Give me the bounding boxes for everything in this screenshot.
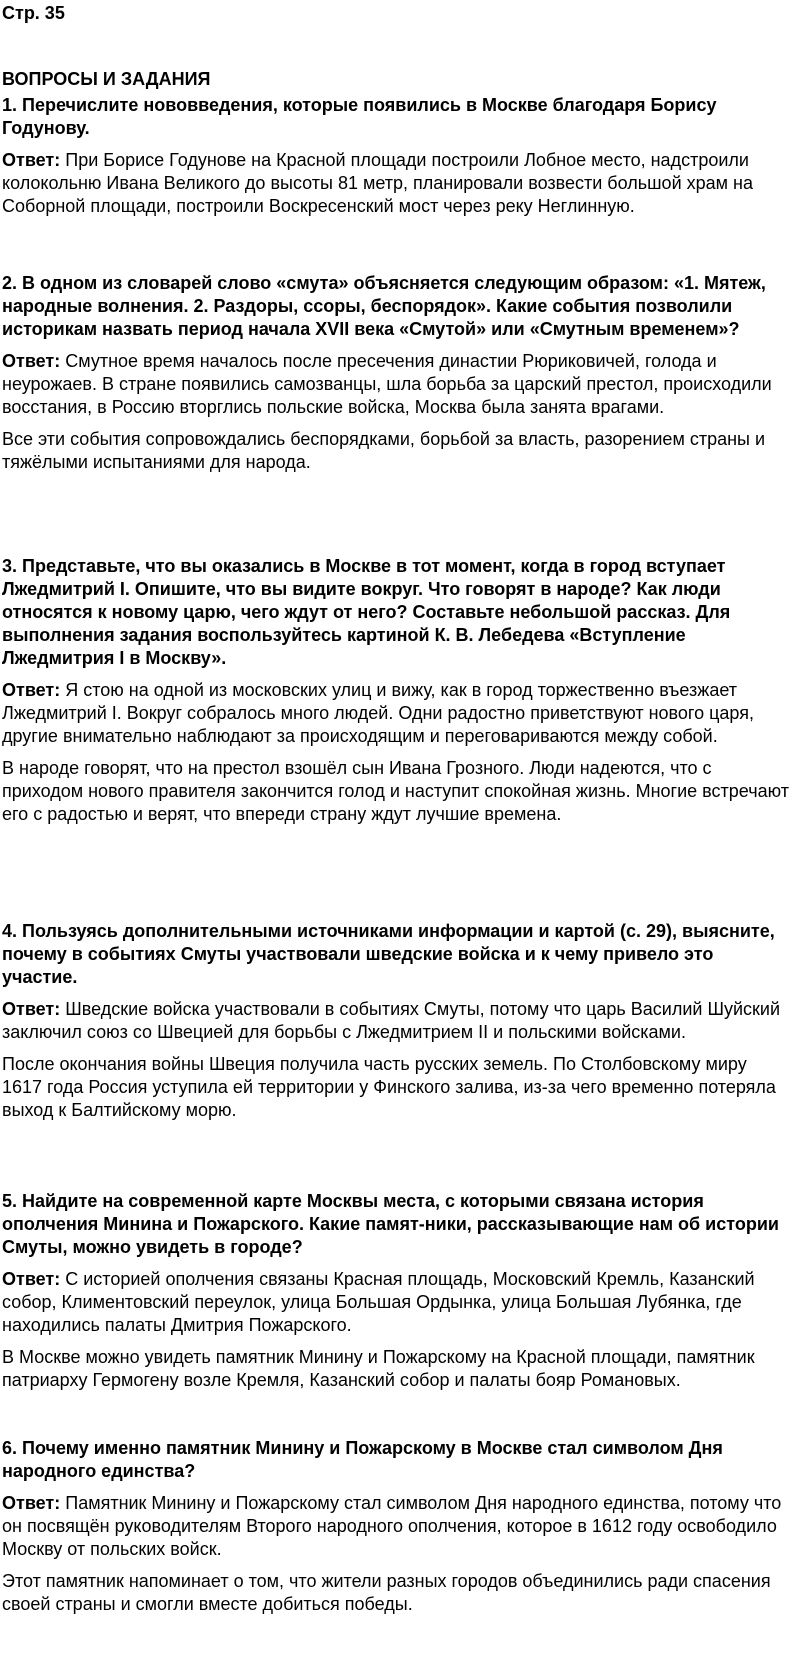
answer-block [2, 1268, 790, 1392]
answer-text: С историей ополчения связаны Красная площадь, Московский Кремль, Казанский собор, Климентовский переулок, улица Большая Ордынка, улица Большая Лубянка, где находились палаты Дмитрия Пожарского. [2, 1269, 755, 1335]
question-text: 3. Представьте, что вы оказались в Москве в тот момент, когда в город вступает Лжедмитрий I. Опишите, что вы видите вокруг. Что говорят в народе? Как люди относятся к новому царю, чего ждут от него? Составьте небольшой рассказ. Для выполнения задания воспользуйтесь картиной К. В. Лебедева «Вступление Лжедмитрия I в Москву». [2, 556, 731, 668]
answer-text: Смутное время началось после пресечения династии Рюриковичей, голода и неурожаев. В стране появились самозванцы, шла борьба за царский престол, происходили восстания, в Россию вторглись польские войска, Москва была занята врагами. [2, 351, 772, 417]
answer-text: Шведские войска участвовали в событиях Смуты, потому что царь Василий Шуйский заключил союз со Швецией для борьбы с Лжедмитрием II и польскими войсками. [2, 999, 780, 1042]
answer-paragraph: В народе говорят, что на престол взошёл сын Ивана Грозного. Люди надеются, что с приходом нового правителя закончится голод и наступит спокойная жизнь. Многие встречают его с радостью и верят, что впереди страну ждут лучшие времена. [2, 758, 789, 824]
question-text: 5. Найдите на современной карте Москвы места, с которыми связана история ополчения Минина и Пожарского. Какие памят-ники, рассказывающие нам об истории Смуты, можно увидеть в городе? [2, 1191, 779, 1257]
answer-label: Ответ: [2, 150, 61, 170]
answer-block [2, 1492, 790, 1616]
answer-label: Ответ: [2, 351, 61, 371]
question-block-5 [2, 1190, 790, 1401]
question-text: 6. Почему именно памятник Минину и Пожарскому в Москве стал символом Дня народного единства? [2, 1438, 723, 1481]
answer-block [2, 998, 790, 1122]
page-number: Стр. 35 [2, 3, 65, 23]
question-block-2 [2, 272, 790, 483]
answer-paragraph: В Москве можно увидеть памятник Минину и Пожарскому на Красной площади, памятник патриарху Гермогену возле Кремля, Казанский собор и палаты бояр Романовых. [2, 1347, 755, 1390]
question-block-1 [2, 94, 790, 227]
answer-label: Ответ: [2, 1269, 61, 1289]
answer-text: При Борисе Годунове на Красной площади построили Лобное место, надстроили колокольню Ивана Великого до высоты 81 метр, планировали возвести большой храм на Соборной площади, построили Воскресенский мост через реку Неглинную. [2, 150, 753, 216]
answer-paragraph [2, 149, 790, 218]
answer-block [2, 350, 790, 474]
question-text: 2. В одном из словарей слово «смута» объясняется следующим образом: «1. Мятеж, народные волнения. 2. Раздоры, ссоры, беспорядок». Какие события позволили историкам назвать период начала XVII века «Смутой» или «Смутным временем»? [2, 273, 766, 339]
answer-paragraph [2, 350, 790, 419]
answer-paragraph [2, 679, 790, 748]
answer-text: Я стою на одной из московских улиц и вижу, как в город торжественно въезжает Лжедмитрий I. Вокруг собралось много людей. Одни радостно приветствуют нового царя, другие внимательно наблюдают за происходящим и переговариваются между собой. [2, 680, 754, 746]
answer-label: Ответ: [2, 999, 61, 1019]
question-text: 4. Пользуясь дополнительными источниками информации и картой (с. 29), выясните, почему в событиях Смуты участвовали шведские войска и к чему привело это участие. [2, 921, 775, 987]
answer-paragraph [2, 998, 790, 1044]
answer-text: Памятник Минину и Пожарскому стал символом Дня народного единства, потому что он посвящён руководителям Второго народного ополчения, которое в 1612 году освободило Москву от польских войск. [2, 1493, 782, 1559]
section-title: ВОПРОСЫ И ЗАДАНИЯ [2, 69, 211, 89]
answer-label: Ответ: [2, 1493, 61, 1513]
answer-block [2, 679, 790, 826]
answer-label: Ответ: [2, 680, 61, 700]
question-text: 1. Перечислите нововведения, которые появились в Москве благодаря Борису Годунову. [2, 95, 717, 138]
answer-paragraph: После окончания войны Швеция получила часть русских земель. По Столбовскому миру 1617 года Россия уступила ей территории у Финского залива, из-за чего временно потеряла выход к Балтийскому морю. [2, 1054, 776, 1120]
answer-paragraph [2, 1268, 790, 1337]
question-block-3 [2, 555, 790, 835]
question-block-4 [2, 920, 790, 1131]
answer-paragraph: Этот памятник напоминает о том, что жители разных городов объединились ради спасения своей страны и смогли вместе добиться победы. [2, 1571, 771, 1614]
answer-block [2, 149, 790, 218]
answer-paragraph [2, 1492, 790, 1561]
question-block-6 [2, 1437, 790, 1625]
answer-paragraph: Все эти события сопровождались беспорядками, борьбой за власть, разорением страны и тяжёлыми испытаниями для народа. [2, 429, 766, 472]
